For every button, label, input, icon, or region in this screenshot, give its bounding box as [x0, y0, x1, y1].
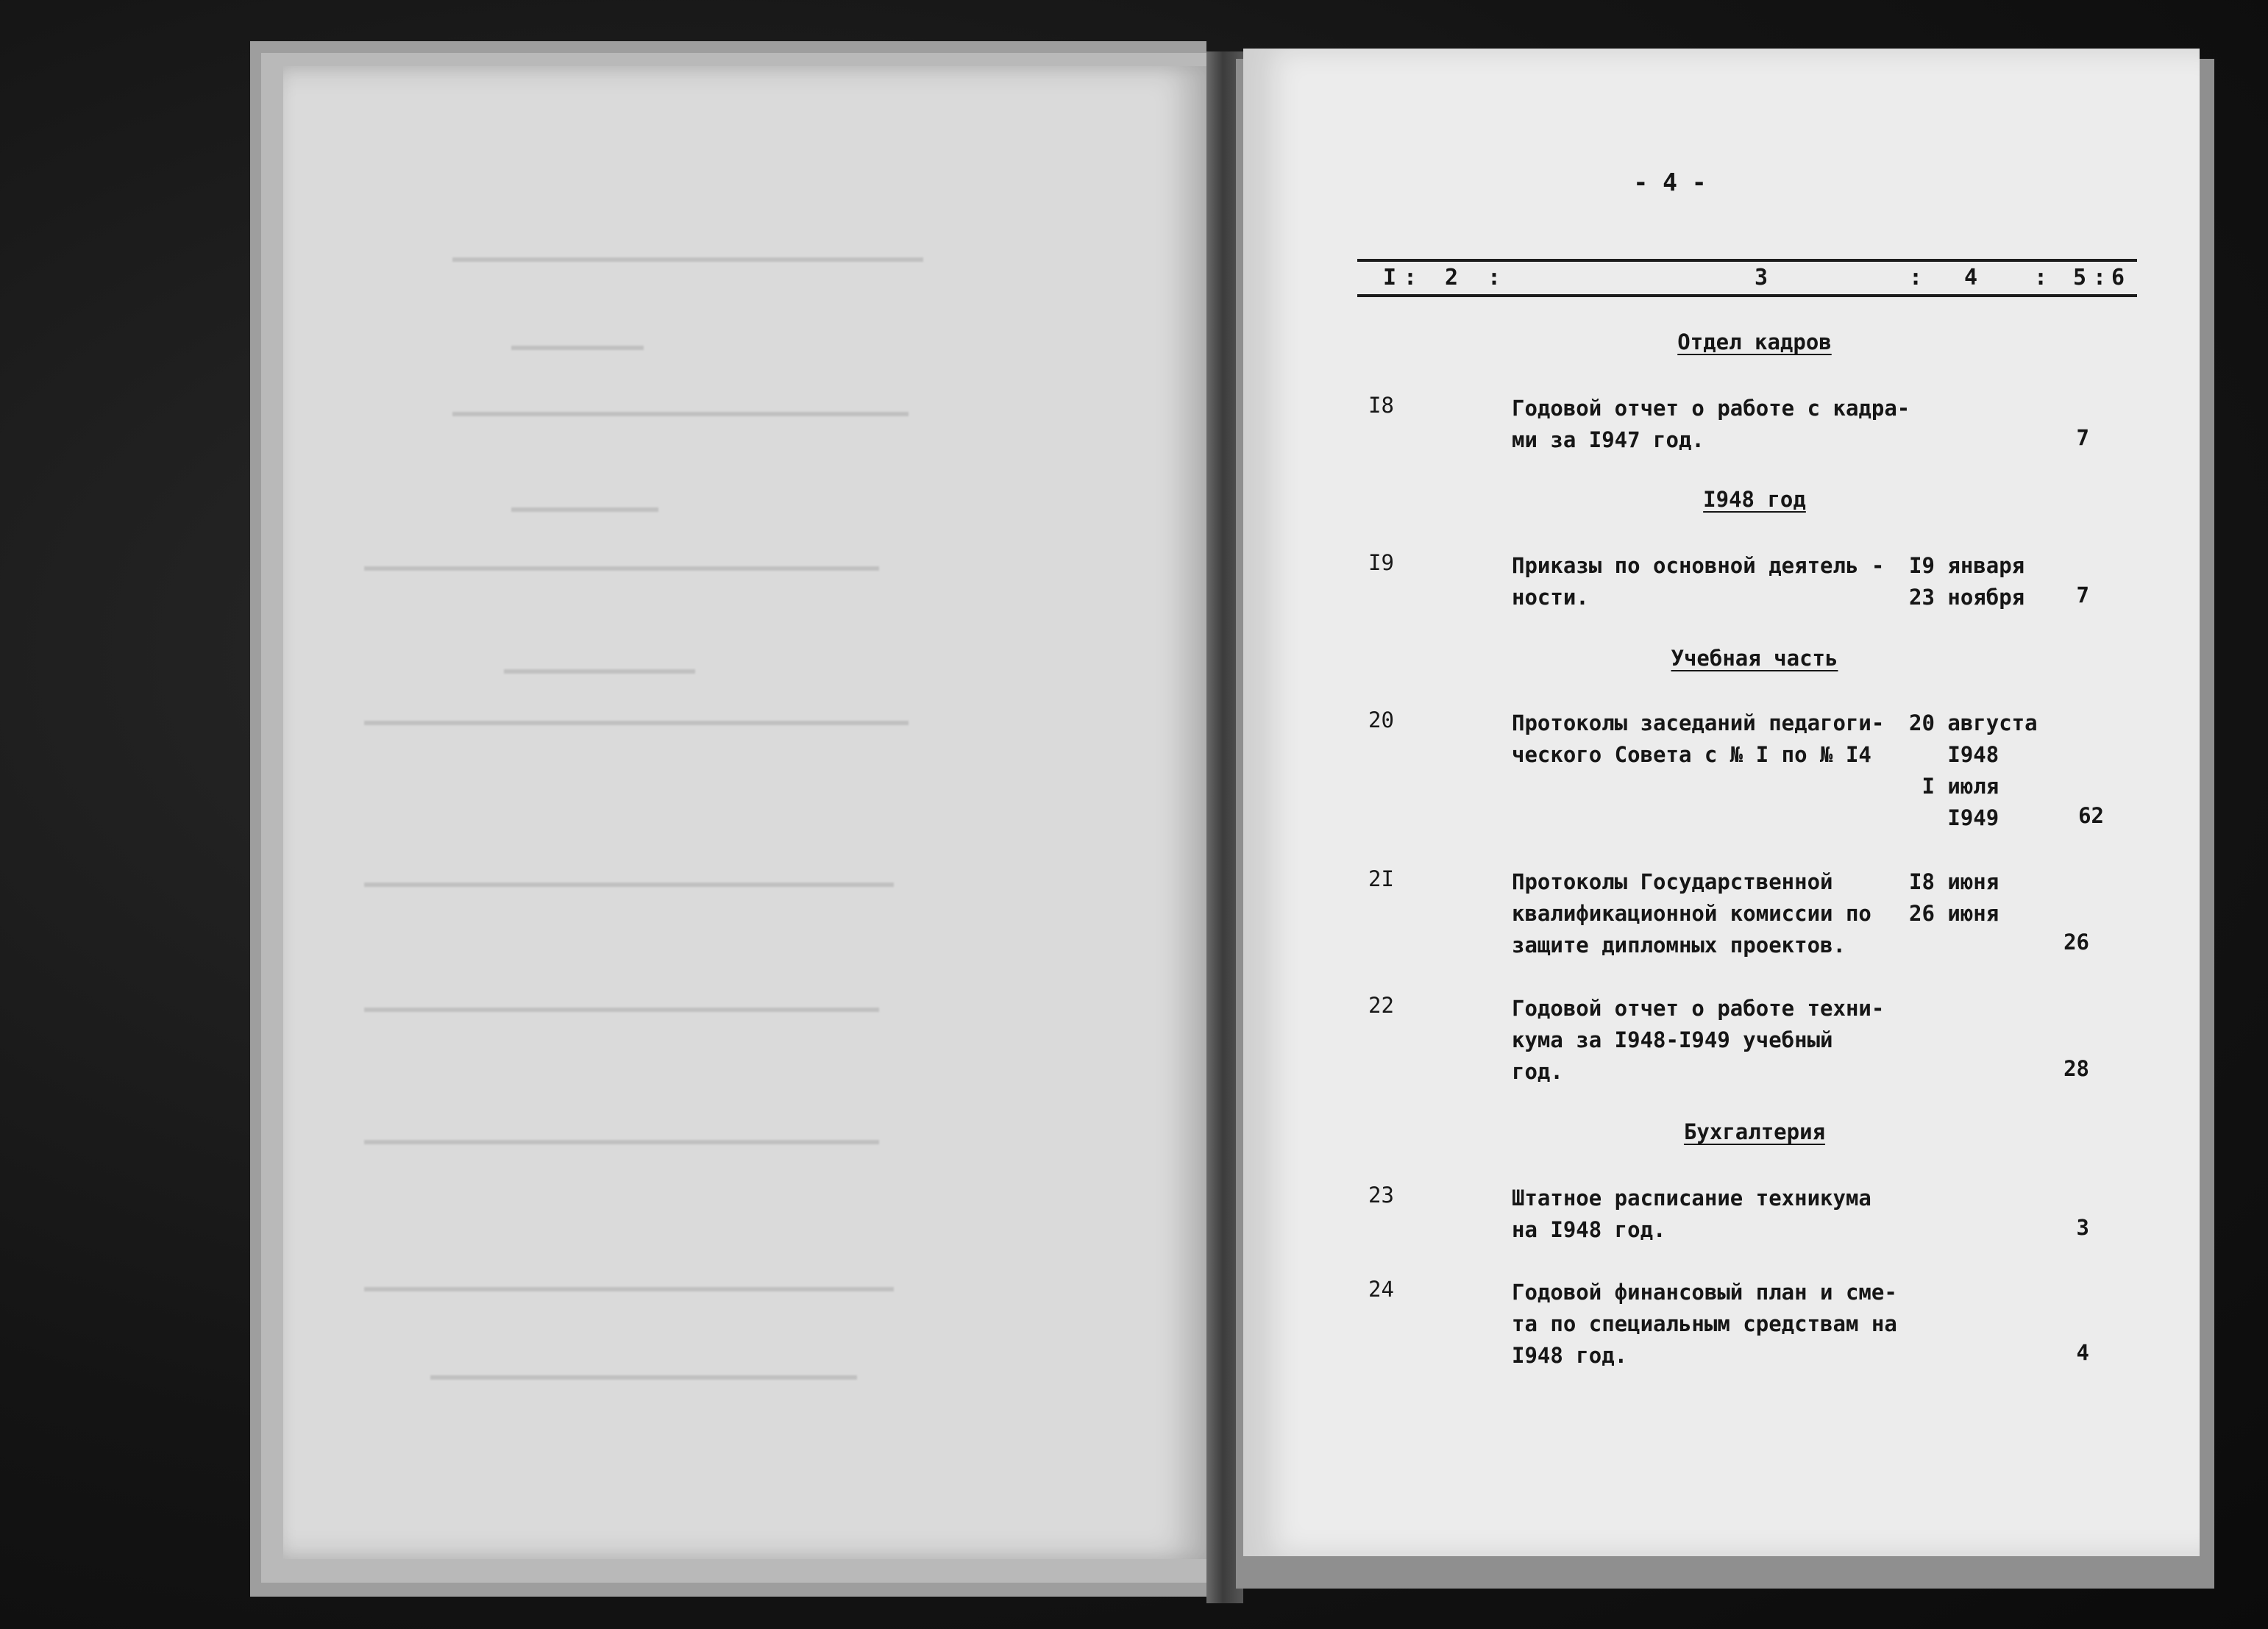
row-dates: I9 января 23 ноября [1909, 553, 2025, 610]
bleed-through-line [364, 1287, 894, 1291]
bleed-through-line [511, 507, 658, 512]
column-header-5: 5 [2073, 265, 2087, 290]
row-sheets: 26 [2063, 930, 2089, 955]
bleed-through-line [364, 566, 879, 571]
section-heading-cadres: Отдел кадров [1677, 329, 1832, 354]
bleed-through-line [364, 883, 894, 887]
row-sheets: 7 [2076, 425, 2089, 450]
column-header-6: 6 [2111, 265, 2125, 290]
row-number: 24 [1368, 1277, 1394, 1302]
row-number: I9 [1368, 550, 1394, 575]
row-sheets: 7 [2076, 582, 2089, 607]
table-top-rule [1357, 259, 2137, 262]
column-separator: : [2034, 265, 2048, 290]
row-title: Приказы по основной деятель - ности. [1512, 553, 1885, 610]
row-number: 23 [1368, 1183, 1394, 1208]
column-header-4: 4 [1964, 265, 1978, 290]
bleed-through-line [511, 346, 644, 350]
row-sheets: 3 [2076, 1215, 2089, 1240]
column-header-3: 3 [1755, 265, 1768, 290]
page-number: - 4 - [1633, 168, 1707, 196]
bleed-through-line [364, 1008, 879, 1012]
row-title: Протоколы заседаний педагоги- ческого Совета с № I по № I4 [1512, 710, 1885, 767]
row-number: 2I [1368, 866, 1394, 891]
bleed-through-line [430, 1375, 857, 1380]
column-separator: : [2093, 265, 2107, 290]
bleed-through-line [452, 412, 909, 416]
row-dates: I8 июня 26 июня [1909, 869, 1999, 926]
row-title: Годовой финансовый план и сме- та по специальным средствам на I948 год. [1512, 1280, 1897, 1368]
bleed-through-line [504, 669, 695, 674]
bleed-through-line [364, 1140, 879, 1144]
section-heading-study: Учебная часть [1671, 646, 1838, 671]
left-page-blank [283, 66, 1206, 1559]
row-title: Протоколы Государственной квалификационной комиссии по защите дипломных проектов. [1512, 869, 1871, 958]
column-separator: : [1909, 265, 1923, 290]
bleed-through-line [452, 257, 923, 262]
column-separator: : [1404, 265, 1418, 290]
row-number: 20 [1368, 707, 1394, 732]
section-heading-year: I948 год [1703, 487, 1806, 512]
row-dates: 20 августа I948 I июля I949 [1909, 710, 2038, 830]
row-title: Годовой отчет о работе техни- кума за I948-I949 учебный год. [1512, 996, 1885, 1084]
table-header-rule [1357, 294, 2137, 297]
row-title: Штатное расписание техникума на I948 год. [1512, 1186, 1871, 1242]
column-header-1: I [1383, 265, 1397, 290]
bleed-through-line [364, 721, 909, 725]
section-heading-accounting: Бухгалтерия [1683, 1119, 1826, 1144]
row-number: 22 [1368, 993, 1394, 1018]
row-sheets: 62 [2078, 803, 2104, 828]
row-sheets: 28 [2063, 1056, 2089, 1081]
row-number: I8 [1368, 393, 1394, 418]
row-title: Годовой отчет о работе с кадра- ми за I947 год. [1512, 396, 1910, 452]
column-header-2: 2 [1445, 265, 1459, 290]
column-separator: : [1487, 265, 1501, 290]
row-sheets: 4 [2076, 1340, 2089, 1365]
